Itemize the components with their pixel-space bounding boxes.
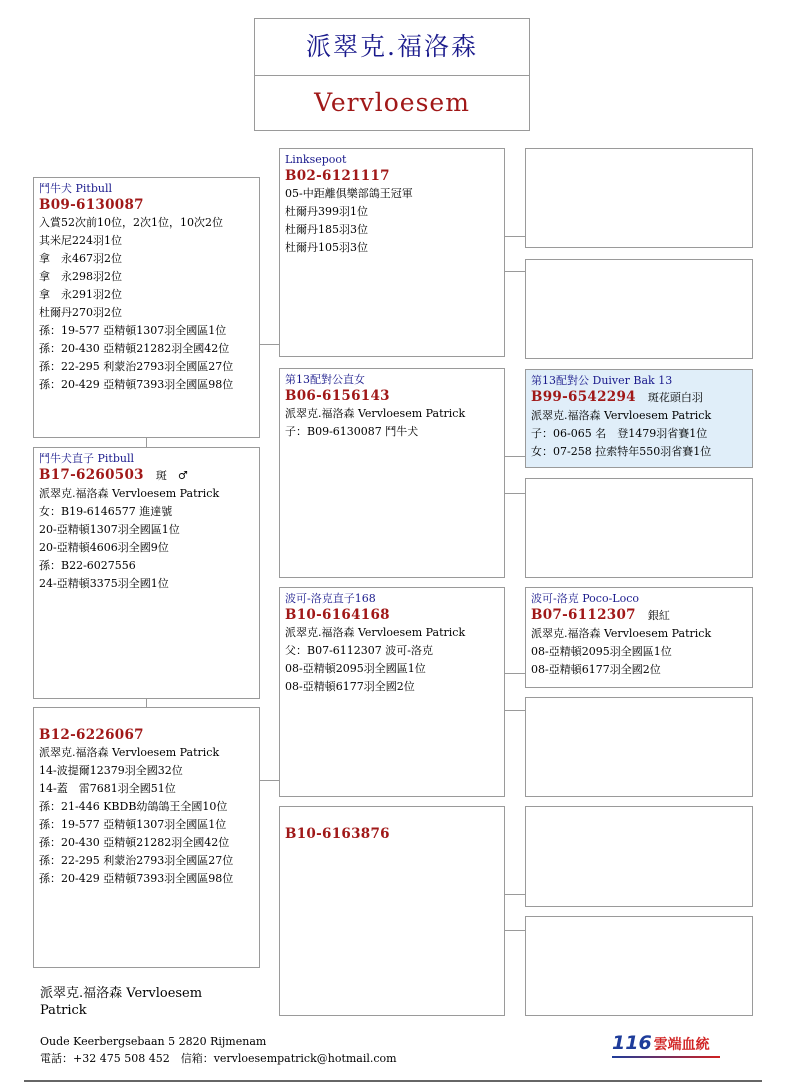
pigeon-name-empty: [39, 711, 254, 726]
info-line: 24-亞精頓3375羽全國1位: [39, 577, 169, 590]
info-line: 拿 永467羽2位: [39, 252, 122, 265]
mate-card[interactable]: [33, 707, 260, 968]
ring-number: [531, 606, 747, 625]
info-line: 拿 永291羽2位: [39, 288, 122, 301]
ring-number: B10-6164168: [285, 607, 390, 623]
ancestor-card-empty[interactable]: [525, 697, 753, 797]
info-line: 05-中距離俱樂部鴿王冠軍: [285, 187, 413, 200]
ring-number-text: B99-6542294: [531, 389, 636, 405]
info-line: 孫：B22-6027556: [39, 559, 136, 572]
ancestor-card-empty[interactable]: [525, 148, 753, 248]
info-line: 孫：20-430 亞精頓21282羽全國42位: [39, 342, 230, 355]
ring-number: B10-6163876: [285, 826, 390, 842]
connector-line: [146, 437, 147, 447]
pigeon-name: 鬥牛犬 Pitbull: [39, 182, 112, 195]
info-line: 女：07-258 拉索特年550羽省賽1位: [531, 445, 712, 458]
owner-name-english: Vervloesem: [314, 88, 470, 117]
info-line: 父：B07-6112307 波可-洛克: [285, 644, 434, 657]
info-line: 08-亞精頓2095羽全國區1位: [285, 662, 426, 675]
pigeon-name: 波可-洛克直子168: [285, 592, 376, 605]
ancestor-card-empty[interactable]: [525, 806, 753, 907]
footer-owner: [40, 985, 250, 1019]
ring-number: B06-6156143: [285, 388, 390, 404]
connector-line: [505, 673, 525, 674]
info-line: 杜爾丹399羽1位: [285, 205, 368, 218]
ring-number-text: B17-6260503: [39, 467, 144, 483]
pigeon-info: [39, 744, 254, 888]
connector-line: [505, 894, 525, 895]
info-line: 拿 永298羽2位: [39, 270, 122, 283]
logo[interactable]: [612, 1032, 710, 1054]
info-line: 派翠克.福洛森 Vervloesem Patrick: [39, 746, 220, 759]
ancestor-card-empty[interactable]: [525, 916, 753, 1016]
connector-line: [146, 698, 147, 707]
ancestor-card-empty[interactable]: [525, 478, 753, 578]
info-line: 孫：20-429 亞精頓7393羽全國區98位: [39, 378, 234, 391]
mate-sire-card[interactable]: [279, 587, 505, 797]
ring-number: B12-6226067: [39, 727, 144, 743]
connector-line: [505, 493, 525, 494]
gsire-dam-of-sire-card[interactable]: [525, 369, 753, 468]
info-line: 子：B09-6130087 鬥牛犬: [285, 425, 419, 438]
info-line: 20-亞精頓4606羽全國9位: [39, 541, 169, 554]
footer-owner-line1: 派翠克.福洛森 Vervloesem: [40, 986, 203, 1001]
info-line: 孫：21-446 KBDB幼鴿鴿王全國10位: [39, 800, 228, 813]
ring-number-text: B07-6112307: [531, 607, 636, 623]
sire-card[interactable]: [279, 148, 505, 357]
info-line: 14-蓋 雷7681羽全國51位: [39, 782, 176, 795]
footer-owner-line2: Patrick: [40, 1003, 87, 1018]
info-line: 孫：19-577 亞精頓1307羽全國區1位: [39, 324, 227, 337]
pigeon-name: 第13配對公 Duiver Bak 13: [531, 374, 673, 387]
logo-underline: [612, 1056, 720, 1058]
info-line: 女：B19-6146577 進達號: [39, 505, 173, 518]
info-line: 派翠克.福洛森 Vervloesem Patrick: [285, 626, 466, 639]
connector-line: [505, 710, 525, 711]
ring-number: [39, 466, 254, 485]
connector-line: [260, 344, 279, 345]
mate-dam-card[interactable]: [279, 806, 505, 1016]
pigeon-info: [531, 407, 747, 461]
logo-number: 116: [612, 1032, 652, 1054]
pigeon-info: [285, 624, 499, 696]
info-line: 孫：22-295 利蒙治2793羽全國區27位: [39, 854, 234, 867]
pigeon-name: 第13配對公直女: [285, 373, 365, 386]
dam-of-sire-card[interactable]: [279, 368, 505, 578]
info-line: 杜爾丹270羽2位: [39, 306, 122, 319]
info-line: 杜爾丹185羽3位: [285, 223, 368, 236]
connector-line: [505, 236, 525, 237]
pigeon-name-empty: [285, 810, 499, 825]
info-line: 孫：19-577 亞精頓1307羽全國區1位: [39, 818, 227, 831]
owner-name-chinese: 派翠克.福洛森: [255, 19, 529, 76]
info-line: 08-亞精頓2095羽全國區1位: [531, 645, 672, 658]
pigeon-name: 鬥牛犬直子 Pitbull: [39, 452, 134, 465]
info-line: 08-亞精頓6177羽全國2位: [285, 680, 415, 693]
subject-card[interactable]: [33, 177, 260, 438]
info-line: 杜爾丹105羽3位: [285, 241, 368, 254]
info-line: 派翠克.福洛森 Vervloesem Patrick: [39, 487, 220, 500]
mate-gsire-card[interactable]: [525, 587, 753, 688]
bottom-divider: [24, 1080, 762, 1082]
sibling-card[interactable]: [33, 447, 260, 699]
info-line: 孫：22-295 利蒙治2793羽全國區27位: [39, 360, 234, 373]
ancestor-card-empty[interactable]: [525, 259, 753, 359]
info-line: 子：06-065 名 登1479羽省賽1位: [531, 427, 708, 440]
connector-line: [505, 271, 525, 272]
pigeon-info: [531, 625, 747, 679]
info-line: 派翠克.福洛森 Vervloesem Patrick: [531, 627, 712, 640]
info-line: 其米尼224羽1位: [39, 234, 122, 247]
info-line: 孫：20-429 亞精頓7393羽全國區98位: [39, 872, 234, 885]
info-line: 20-亞精頓1307羽全國區1位: [39, 523, 180, 536]
ring-number: [531, 388, 747, 407]
color-sex: 斑花頭白羽: [647, 391, 703, 404]
pigeon-info: [39, 485, 254, 593]
color-sex: 斑 ♂: [155, 469, 188, 482]
info-line: 14-波提爾12379羽全國32位: [39, 764, 183, 777]
info-line: 入賞52次前10位，2次1位，10次2位: [39, 216, 223, 229]
pigeon-name: Linksepoot: [285, 153, 347, 166]
info-line: 派翠克.福洛森 Vervloesem Patrick: [285, 407, 466, 420]
ring-number: B09-6130087: [39, 197, 144, 213]
footer-address: Oude Keerbergsebaan 5 2820 Rijmenam: [40, 1035, 267, 1048]
pigeon-name: 波可-洛克 Poco-Loco: [531, 592, 640, 605]
logo-text: 雲端血統: [653, 1037, 710, 1053]
info-line: 派翠克.福洛森 Vervloesem Patrick: [531, 409, 712, 422]
title-box: [254, 18, 530, 131]
footer-contact: [40, 1033, 397, 1067]
ring-number: B02-6121117: [285, 168, 390, 184]
info-line: 孫：20-430 亞精頓21282羽全國42位: [39, 836, 230, 849]
connector-line: [505, 456, 525, 457]
connector-line: [260, 780, 279, 781]
pigeon-info: [285, 405, 499, 441]
pigeon-info: [39, 214, 254, 394]
info-line: 08-亞精頓6177羽全國2位: [531, 663, 661, 676]
connector-line: [505, 930, 525, 931]
pigeon-info: [285, 185, 499, 257]
color-sex: 銀紅: [647, 609, 670, 622]
footer-phone-email: 電話：+32 475 508 452 信箱：vervloesempatrick@hotmail.com: [40, 1052, 397, 1065]
